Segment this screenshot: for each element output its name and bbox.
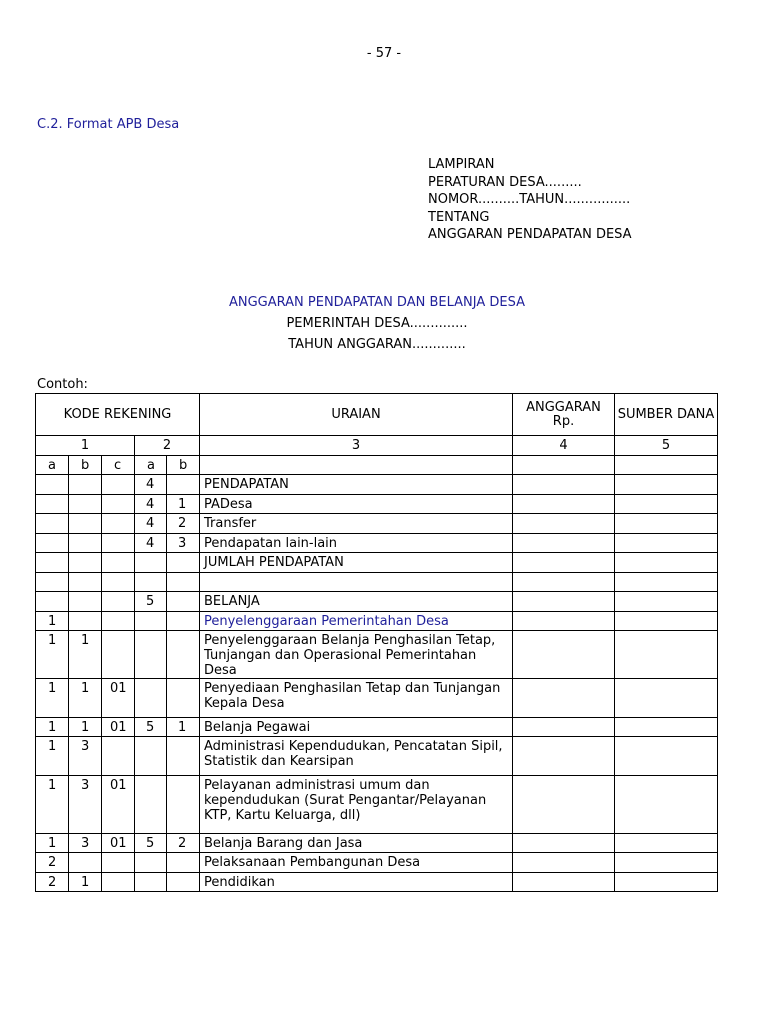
document-subtitle-tahun: TAHUN ANGGARAN............. [288, 337, 466, 352]
kode-a2 [135, 775, 167, 833]
kode-b2 [167, 553, 200, 573]
sumber-dana-cell [615, 475, 718, 495]
uraian-cell: Belanja Pegawai [200, 717, 513, 737]
kode-b2: 1 [167, 717, 200, 737]
kode-a2 [135, 611, 167, 631]
kode-a: 1 [36, 611, 69, 631]
kode-a2 [135, 553, 167, 573]
document-title: ANGGARAN PENDAPATAN DAN BELANJA DESA [228, 295, 525, 310]
kode-b2 [167, 592, 200, 612]
kode-c [102, 533, 135, 553]
kode-a: 1 [36, 737, 69, 776]
kode-a [36, 553, 69, 573]
table-row [36, 553, 718, 573]
table-row [36, 631, 718, 679]
numbering-cell: 4 [513, 436, 615, 456]
sumber-dana-cell [615, 592, 718, 612]
lampiran-line: ANGGARAN PENDAPATAN DESA [428, 227, 632, 242]
kode-c [102, 853, 135, 873]
kode-b2 [167, 679, 200, 718]
header-sumber-dana: SUMBER DANA [615, 394, 718, 436]
table-row [36, 833, 718, 853]
table-row [36, 679, 718, 718]
uraian-cell: PADesa [200, 494, 513, 514]
uraian-cell: Pendapatan lain-lain [200, 533, 513, 553]
table-row [36, 533, 718, 553]
kode-a [36, 572, 69, 592]
sumber-dana-cell [615, 611, 718, 631]
kode-c: 01 [102, 679, 135, 718]
table-row [36, 775, 718, 833]
kode-b2 [167, 611, 200, 631]
kode-b [69, 514, 102, 534]
uraian-cell: JUMLAH PENDAPATAN [200, 553, 513, 573]
numbering-cell: 1 [36, 436, 135, 456]
sumber-dana-cell [615, 853, 718, 873]
kode-b: 3 [69, 737, 102, 776]
sumber-dana-cell [615, 872, 718, 892]
kode-a [36, 494, 69, 514]
uraian-cell: Pendidikan [200, 872, 513, 892]
kode-a [36, 514, 69, 534]
sumber-dana-cell [615, 775, 718, 833]
kode-c [102, 494, 135, 514]
subcol-cell: a [36, 455, 69, 475]
kode-b2 [167, 853, 200, 873]
lampiran-line: TENTANG [428, 209, 490, 225]
numbering-cell: 3 [200, 436, 513, 456]
kode-b: 3 [69, 833, 102, 853]
kode-c [102, 572, 135, 592]
sumber-dana-cell [615, 737, 718, 776]
kode-b [69, 494, 102, 514]
kode-a2: 4 [135, 494, 167, 514]
anggaran-cell [513, 717, 615, 737]
table-row [36, 475, 718, 495]
header-uraian: URAIAN [200, 394, 513, 436]
kode-a: 2 [36, 872, 69, 892]
table-row [36, 572, 718, 592]
lampiran-block [428, 156, 632, 244]
anggaran-cell [513, 475, 615, 495]
anggaran-cell [513, 533, 615, 553]
kode-a: 1 [36, 631, 69, 679]
sumber-dana-cell [615, 631, 718, 679]
kode-b: 1 [69, 872, 102, 892]
apb-table [35, 393, 718, 892]
anggaran-cell [513, 679, 615, 718]
table-subcol-row [36, 455, 718, 475]
section-heading: C.2. Format APB Desa [37, 117, 180, 132]
anggaran-cell [513, 631, 615, 679]
kode-c [102, 592, 135, 612]
apb-table-body [36, 475, 718, 892]
lampiran-line: LAMPIRAN [428, 157, 495, 172]
document-subtitle-pemerintah: PEMERINTAH DESA.............. [286, 316, 468, 331]
kode-a2 [135, 737, 167, 776]
subcol-cell: c [102, 455, 135, 475]
table-row [36, 737, 718, 776]
anggaran-cell [513, 775, 615, 833]
kode-a2: 5 [135, 717, 167, 737]
subcol-cell: b [69, 455, 102, 475]
kode-a2: 5 [135, 833, 167, 853]
table-row [36, 514, 718, 534]
table-row [36, 853, 718, 873]
kode-a2: 4 [135, 533, 167, 553]
kode-b [69, 572, 102, 592]
anggaran-cell [513, 833, 615, 853]
anggaran-cell [513, 494, 615, 514]
kode-c [102, 611, 135, 631]
kode-b2 [167, 475, 200, 495]
table-row [36, 494, 718, 514]
uraian-cell: PENDAPATAN [200, 475, 513, 495]
kode-a2 [135, 679, 167, 718]
kode-b2: 3 [167, 533, 200, 553]
table-header-row [36, 394, 718, 436]
table-row [36, 717, 718, 737]
kode-a2 [135, 853, 167, 873]
kode-c [102, 553, 135, 573]
sumber-dana-cell [615, 533, 718, 553]
anggaran-cell [513, 611, 615, 631]
anggaran-cell [513, 737, 615, 776]
kode-a2 [135, 572, 167, 592]
uraian-cell: Belanja Barang dan Jasa [200, 833, 513, 853]
sumber-dana-cell [615, 679, 718, 718]
kode-c: 01 [102, 775, 135, 833]
kode-b [69, 592, 102, 612]
kode-b2 [167, 572, 200, 592]
kode-b2: 2 [167, 514, 200, 534]
anggaran-cell [513, 572, 615, 592]
page-number: - 57 - [366, 46, 402, 61]
sumber-dana-cell [615, 833, 718, 853]
anggaran-cell [513, 853, 615, 873]
uraian-cell: Penyediaan Penghasilan Tetap dan Tunjangan Kepala Desa [200, 679, 513, 718]
kode-a: 2 [36, 853, 69, 873]
kode-c: 01 [102, 833, 135, 853]
kode-a [36, 475, 69, 495]
kode-c [102, 872, 135, 892]
contoh-label: Contoh: [37, 377, 88, 392]
uraian-cell [200, 572, 513, 592]
kode-a2: 4 [135, 475, 167, 495]
kode-b2 [167, 872, 200, 892]
uraian-cell: Administrasi Kependudukan, Pencatatan Sipil, Statistik dan Kearsipan [200, 737, 513, 776]
kode-b2: 2 [167, 833, 200, 853]
kode-b: 1 [69, 631, 102, 679]
kode-a: 1 [36, 775, 69, 833]
sumber-dana-cell [615, 717, 718, 737]
subcol-cell [200, 455, 513, 475]
table-row [36, 611, 718, 631]
uraian-cell: Transfer [200, 514, 513, 534]
kode-a [36, 592, 69, 612]
numbering-cell: 5 [615, 436, 718, 456]
kode-b2 [167, 775, 200, 833]
kode-b [69, 553, 102, 573]
kode-c [102, 737, 135, 776]
kode-c [102, 514, 135, 534]
anggaran-cell [513, 514, 615, 534]
kode-b: 1 [69, 717, 102, 737]
kode-b: 1 [69, 679, 102, 718]
kode-a: 1 [36, 679, 69, 718]
table-row [36, 592, 718, 612]
kode-a2 [135, 872, 167, 892]
kode-b [69, 475, 102, 495]
table-numbering-row [36, 436, 718, 456]
uraian-cell: Penyelenggaraan Belanja Penghasilan Tetap, Tunjangan dan Operasional Pemerintahan Desa [200, 631, 513, 679]
kode-a: 1 [36, 717, 69, 737]
kode-b2: 1 [167, 494, 200, 514]
uraian-cell: Penyelenggaraan Pemerintahan Desa [200, 611, 513, 631]
header-kode-rekening: KODE REKENING [36, 394, 200, 436]
lampiran-line: NOMOR..........TAHUN................ [428, 192, 631, 207]
kode-b: 3 [69, 775, 102, 833]
kode-c: 01 [102, 717, 135, 737]
kode-b [69, 853, 102, 873]
sumber-dana-cell [615, 494, 718, 514]
kode-a [36, 533, 69, 553]
subcol-cell [513, 455, 615, 475]
kode-b [69, 611, 102, 631]
kode-a2: 5 [135, 592, 167, 612]
kode-c [102, 475, 135, 495]
kode-b2 [167, 737, 200, 776]
numbering-cell: 2 [135, 436, 200, 456]
subcol-cell: a [135, 455, 167, 475]
sumber-dana-cell [615, 572, 718, 592]
lampiran-line: PERATURAN DESA......... [428, 174, 582, 190]
kode-a2: 4 [135, 514, 167, 534]
uraian-cell: BELANJA [200, 592, 513, 612]
anggaran-cell [513, 592, 615, 612]
uraian-cell: Pelayanan administrasi umum dan kependudukan (Surat Pengantar/Pelayanan KTP, Kartu Keluarga, dll) [200, 775, 513, 833]
kode-a2 [135, 631, 167, 679]
kode-b2 [167, 631, 200, 679]
sumber-dana-cell [615, 514, 718, 534]
kode-a: 1 [36, 833, 69, 853]
anggaran-cell [513, 553, 615, 573]
subcol-cell: b [167, 455, 200, 475]
header-anggaran: ANGGARAN Rp. [513, 394, 615, 436]
sumber-dana-cell [615, 553, 718, 573]
anggaran-cell [513, 872, 615, 892]
kode-c [102, 631, 135, 679]
table-row [36, 872, 718, 892]
subcol-cell [615, 455, 718, 475]
uraian-cell: Pelaksanaan Pembangunan Desa [200, 853, 513, 873]
kode-b [69, 533, 102, 553]
